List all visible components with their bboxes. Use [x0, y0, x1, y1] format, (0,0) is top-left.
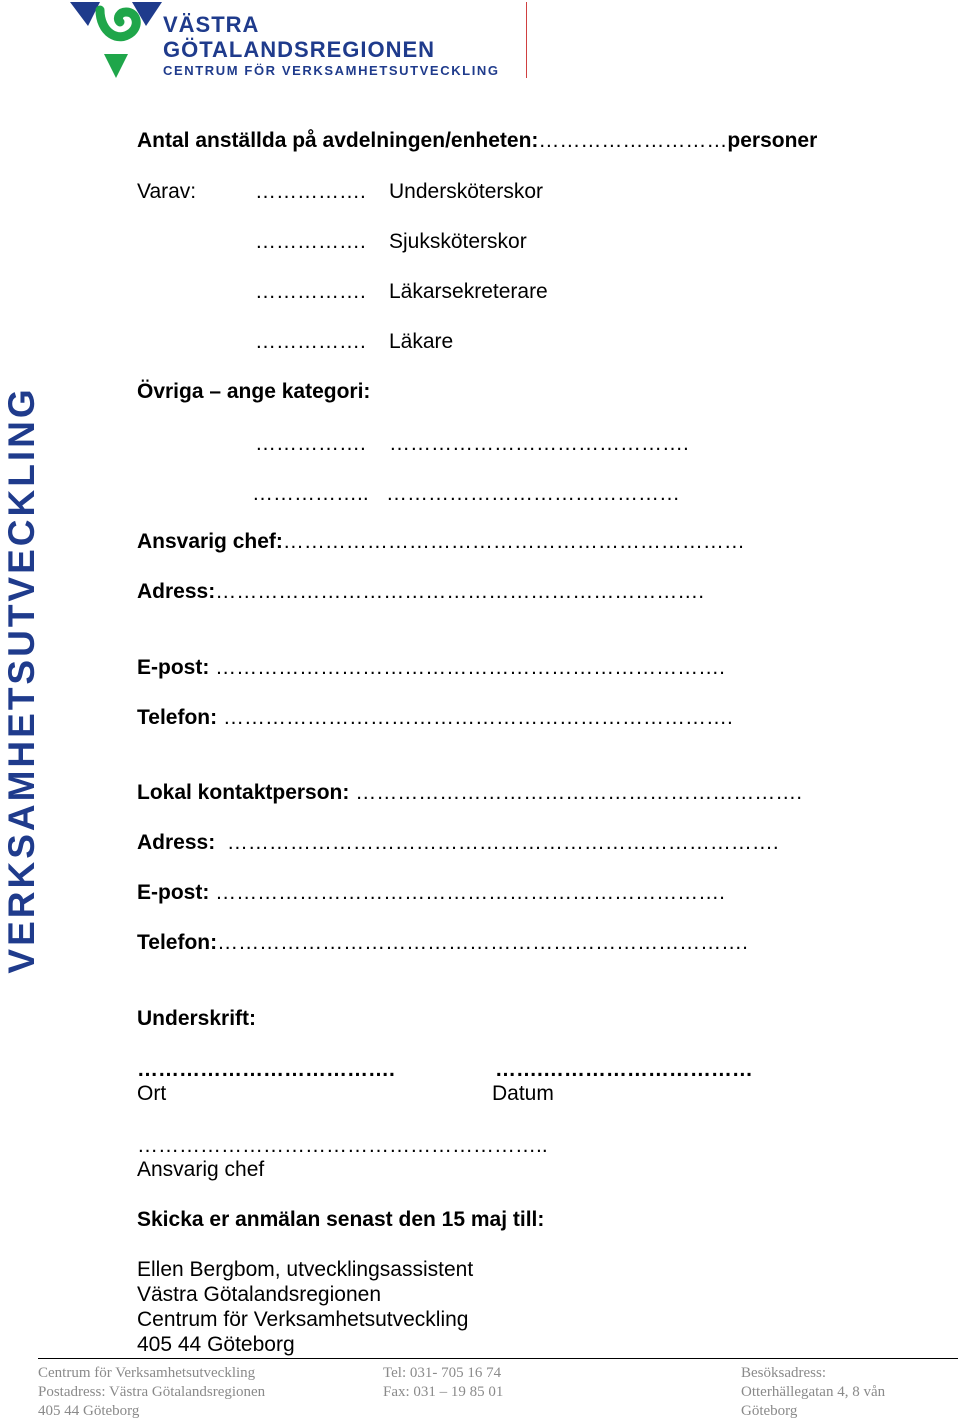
footer-postal-address: Postadress: Västra Götalandsregionen — [38, 1384, 266, 1400]
logo-text-line2: GÖTALANDSREGIONEN — [163, 37, 436, 62]
employees-line[interactable] — [137, 129, 817, 153]
tel2-label: Telefon: — [137, 931, 218, 954]
tel2-field[interactable]: …………………………………………………………………. — [217, 931, 748, 954]
send-address-line3: Centrum för Verksamhetsutveckling — [137, 1308, 469, 1331]
chef-signature-field[interactable]: ………………………………………………….. — [137, 1134, 548, 1157]
epost2-line[interactable] — [137, 881, 725, 905]
cat1-label: Undersköterskor — [389, 180, 544, 203]
logo-text-line1: VÄSTRA — [163, 12, 260, 37]
send-address-line1: Ellen Bergbom, utvecklingsassistent — [137, 1258, 474, 1281]
tel1-line[interactable] — [137, 706, 733, 730]
footer-fax: Fax: 031 – 19 85 01 — [383, 1384, 504, 1400]
ort-field[interactable]: ………………………………. — [137, 1058, 395, 1081]
send-address-line2: Västra Götalandsregionen — [137, 1283, 381, 1306]
footer-divider — [38, 1358, 958, 1359]
epost1-line[interactable] — [137, 656, 725, 680]
cat4-field[interactable]: ……………. — [255, 330, 366, 353]
adress2-line[interactable] — [137, 831, 779, 855]
logo-text-line3: CENTRUM FÖR VERKSAMHETSUTVECKLING — [163, 63, 500, 78]
employees-label: Antal anställda på avdelningen/enheten: — [137, 129, 539, 152]
datum-field[interactable]: …….………………………… — [495, 1058, 753, 1081]
cat4-label: Läkare — [389, 330, 454, 353]
cat2-field[interactable]: ……………. — [255, 230, 366, 253]
tel1-label: Telefon: — [137, 706, 218, 729]
kontakt-field[interactable]: ………………………………………………………. — [349, 781, 803, 804]
other1-count-field[interactable]: ……………. — [255, 432, 366, 455]
sign-label: Underskrift: — [137, 1007, 257, 1030]
side-title: VERKSAMHETSUTVECKLING — [1, 386, 42, 974]
adress2-label: Adress: — [137, 831, 216, 854]
ort-label: Ort — [137, 1082, 167, 1105]
cat3-field[interactable]: ……………. — [255, 280, 366, 303]
send-heading: Skicka er anmälan senast den 15 maj till: — [137, 1208, 545, 1231]
employees-suffix: personer — [727, 129, 818, 152]
footer-postal-city: 405 44 Göteborg — [38, 1403, 140, 1419]
datum-label: Datum — [492, 1082, 554, 1105]
kontakt-line[interactable] — [137, 781, 802, 805]
tel2-line[interactable] — [137, 931, 748, 955]
tel1-field[interactable]: ………………………………………………………………. — [217, 706, 733, 729]
chef-line[interactable] — [137, 530, 745, 554]
footer-visit-street: Otterhällegatan 4, 8 vån — [741, 1384, 886, 1400]
logo-divider — [526, 2, 527, 78]
footer-visit-city: Göteborg — [741, 1403, 798, 1419]
adress1-label: Adress: — [137, 580, 216, 603]
adress1-line[interactable] — [137, 580, 704, 604]
kontakt-label: Lokal kontaktperson: — [137, 781, 350, 804]
other-label: Övriga – ange kategori: — [137, 380, 371, 403]
chef-field[interactable]: ………………………………………………………… — [282, 530, 745, 553]
adress1-field[interactable]: ……………………………………………………………. — [215, 580, 705, 603]
epost1-field[interactable]: ………………………………………………………………. — [209, 656, 725, 679]
cat2-label: Sjuksköterskor — [389, 230, 527, 253]
logo-icon — [70, 2, 162, 80]
cat3-label: Läkarsekreterare — [389, 280, 548, 303]
chef-signature-label: Ansvarig chef — [137, 1158, 265, 1181]
varav-label: Varav: — [137, 180, 197, 203]
send-address-line4: 405 44 Göteborg — [137, 1333, 295, 1356]
footer-org: Centrum för Verksamhetsutveckling — [38, 1365, 256, 1381]
other2-count-field[interactable]: …………….. — [252, 482, 369, 505]
footer-phone: Tel: 031- 705 16 74 — [383, 1365, 502, 1381]
chef-label: Ansvarig chef: — [137, 530, 283, 553]
other1-category-field[interactable]: ……………………………………. — [389, 432, 689, 455]
other2-category-field[interactable]: …………………………………… — [386, 482, 680, 505]
epost2-field[interactable]: ………………………………………………………………. — [209, 881, 725, 904]
epost2-label: E-post: — [137, 881, 210, 904]
employees-field[interactable]: ……………………… — [538, 129, 728, 152]
adress2-field[interactable]: ……………………………………………………………………. — [215, 831, 779, 854]
footer-visit-label: Besöksadress: — [741, 1365, 826, 1381]
epost1-label: E-post: — [137, 656, 210, 679]
cat1-field[interactable]: ……………. — [255, 180, 366, 203]
